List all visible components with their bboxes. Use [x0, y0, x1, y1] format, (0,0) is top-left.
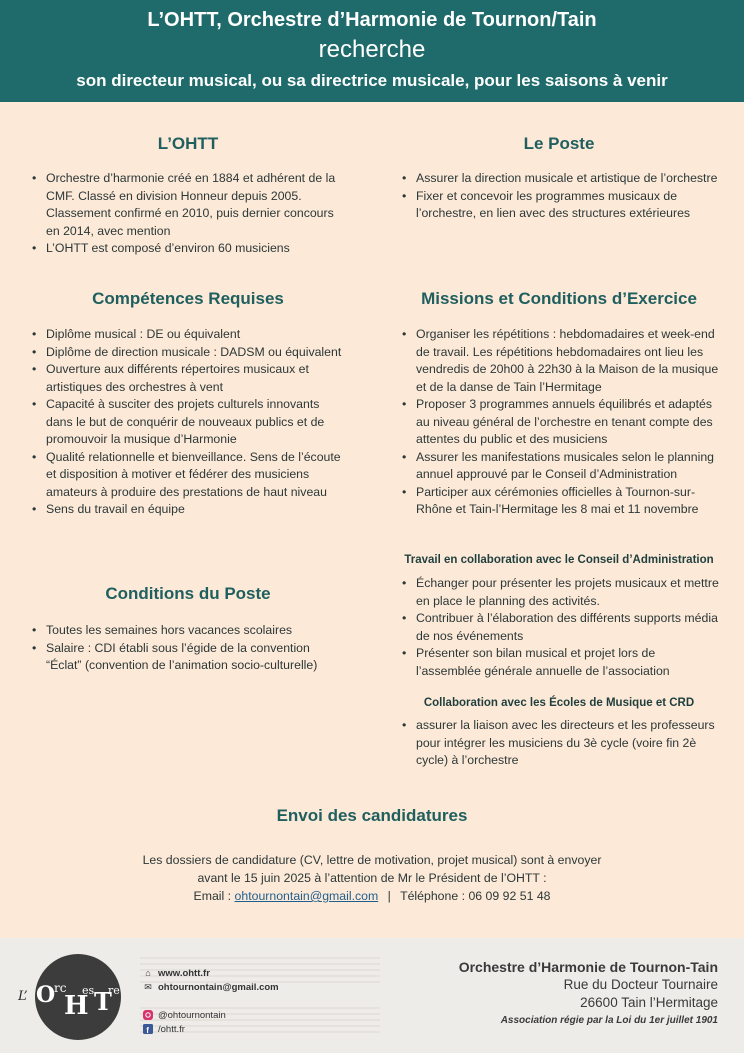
envoi-line-1: Les dossiers de candidature (CV, lettre de motivation, projet musical) sont à envoyer — [142, 853, 602, 867]
list-item: • Capacité à susciter des projets culturels innovants dans le but de conquérir de nouveaux publics et de promouvoir la musique d’Harmonie — [28, 396, 348, 449]
org-block — [459, 958, 718, 1026]
svg-text:O: O — [36, 982, 56, 1008]
svg-text:f: f — [146, 1026, 149, 1034]
facebook-row[interactable] — [142, 1022, 279, 1036]
svg-text:rc: rc — [54, 981, 67, 995]
list-item: • Ouverture aux différents répertoires musicaux et artistiques des orchestres à vent — [28, 361, 348, 396]
instagram-icon — [142, 1010, 154, 1020]
section-title-missions: Missions et Conditions d’Exercice — [421, 289, 697, 308]
website-text: www.ohtt.fr — [158, 967, 210, 979]
phone-text: Téléphone : 06 09 92 51 48 — [400, 889, 551, 903]
svg-text:T: T — [94, 987, 112, 1016]
envoi-contact-line — [0, 887, 744, 905]
website-row[interactable] — [142, 966, 279, 980]
list-item: • Qualité relationnelle et bienveillance. Sens de l’écoute et disposition à motiver et fédérer des musiciens amateurs à produire des prestations de haut niveau — [28, 449, 348, 502]
envelope-icon: ✉ — [144, 981, 152, 992]
list-item: • Sens du travail en équipe — [28, 501, 348, 519]
email-row[interactable] — [142, 980, 279, 994]
list-item: • Assurer les manifestations musicales selon le planning annuel approuvé par le Conseil d’Administration — [398, 449, 720, 484]
list-ecoles — [398, 717, 720, 770]
list-poste — [398, 170, 720, 223]
header-title: L’OHTT, Orchestre d’Harmonie de Tournon/Tain — [147, 9, 597, 31]
svg-text:re: re — [108, 984, 120, 997]
list-conditions — [28, 622, 348, 675]
header-subtitle: son directeur musical, ou sa directrice musicale, pour les saisons à venir — [76, 71, 668, 90]
left-column — [28, 0, 348, 700]
org-association: Association régie par la Loi du 1er juillet 1901 — [500, 1015, 718, 1026]
section-title-competences: Compétences Requises — [92, 289, 284, 308]
header-recherche: recherche — [318, 36, 426, 63]
list-item: • assurer la liaison avec les directeurs et les professeurs pour intégrer les musiciens du 3è cycle (voire fin 2è cycle) à l’orchestre — [398, 717, 720, 770]
right-column — [398, 0, 720, 780]
email-text: ohtournontain@gmail.com — [158, 981, 279, 993]
ohtt-logo — [16, 952, 130, 1042]
svg-text:es: es — [82, 984, 95, 997]
list-competences — [28, 326, 348, 519]
list-ohtt — [28, 170, 348, 258]
org-name: Orchestre d’Harmonie de Tournon-Tain — [458, 959, 718, 975]
svg-text:H: H — [64, 991, 89, 1021]
section-title-conseil: Travail en collaboration avec le Conseil d’Administration — [404, 554, 714, 566]
facebook-icon — [142, 1024, 154, 1034]
org-street: Rue du Docteur Tournaire — [563, 977, 718, 992]
list-item: • Fixer et concevoir les programmes musicaux de l’orchestre, en lien avec des structures extérieures — [398, 188, 720, 223]
list-item: • Assurer la direction musicale et artistique de l’orchestre — [398, 170, 720, 188]
section-title-ohtt: L’OHTT — [157, 134, 219, 153]
list-item: • Participer aux cérémonies officielles à Tournon-sur-Rhône et Tain-l’Hermitage les 8 mai et 11 novembre — [398, 484, 720, 519]
list-conseil — [398, 575, 720, 680]
list-item: • Organiser les répétitions : hebdomadaires et week-end de travail. Les répétitions hebdomadaires ont lieu les vendredis de 20h00 à 22h30 à la Maison de la musique et de la danse de Tain l’Hermitage — [398, 326, 720, 396]
list-item: • Orchestre d’harmonie créé en 1884 et adhérent de la CMF. Classé en division Honneur depuis 2005. Classement confirmé en 2010, puis dernier concours en 2014, avec mention — [28, 170, 348, 240]
email-link[interactable]: ohtournontain@gmail.com — [234, 889, 379, 903]
section-title-poste: Le Poste — [523, 134, 595, 153]
facebook-text: /ohtt.fr — [158, 1023, 185, 1035]
list-item: • Salaire : CDI établi sous l’égide de la convention “Éclat” (convention de l’animation socio-culturelle) — [28, 640, 348, 675]
list-item: • Contribuer à l’élaboration des différents supports média de nos événements — [398, 610, 720, 645]
list-item: • Toutes les semaines hors vacances scolaires — [28, 622, 348, 640]
svg-text:L’: L’ — [18, 989, 28, 1004]
separator: | — [387, 889, 391, 903]
instagram-text: @ohtournontain — [158, 1009, 226, 1021]
email-label: Email : — [193, 889, 232, 903]
list-item: • L’OHTT est composé d’environ 60 musiciens — [28, 240, 348, 258]
envoi-line-2: avant le 15 juin 2025 à l’attention de Mr le Président de l’OHTT : — [197, 871, 547, 885]
footer-contacts — [142, 966, 279, 1036]
home-icon: ⌂ — [145, 968, 151, 978]
list-item: • Diplôme de direction musicale : DADSM ou équivalent — [28, 344, 348, 362]
envoi-title: Envoi des candidatures — [276, 806, 468, 825]
org-city: 26600 Tain l’Hermitage — [580, 995, 718, 1010]
section-title-conditions: Conditions du Poste — [105, 584, 271, 603]
list-item: • Échanger pour présenter les projets musicaux et mettre en place le planning des activités. — [398, 575, 720, 610]
list-item: • Présenter son bilan musical et projet lors de l’assemblée générale annuelle de l’association — [398, 645, 720, 680]
list-item: • Proposer 3 programmes annuels équilibrés et adaptés au niveau général de l’orchestre en tenant compte des attentes du public et des musiciens — [398, 396, 720, 449]
list-item: • Diplôme musical : DE ou équivalent — [28, 326, 348, 344]
section-title-ecoles: Collaboration avec les Écoles de Musique et CRD — [423, 697, 695, 709]
instagram-row[interactable] — [142, 1008, 279, 1022]
envoi-text — [0, 851, 744, 905]
list-missions — [398, 326, 720, 519]
